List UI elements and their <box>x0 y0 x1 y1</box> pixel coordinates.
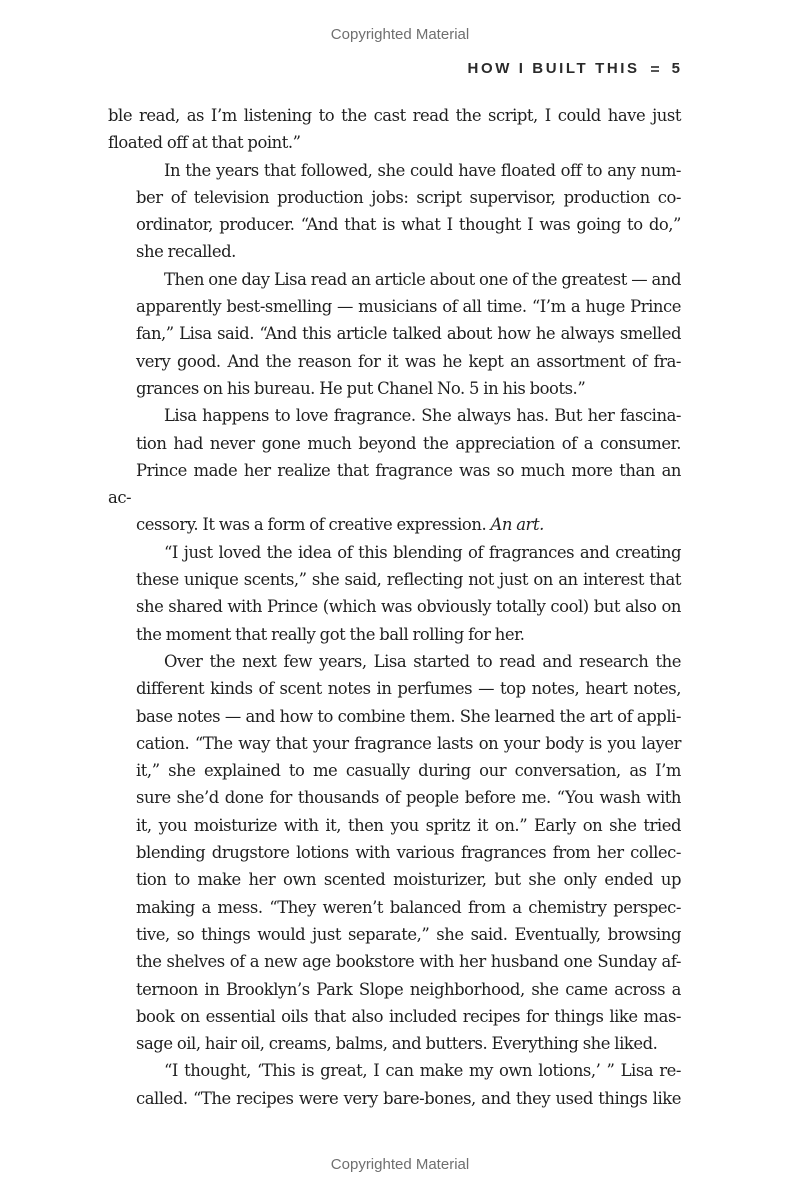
text-line: she recalled. <box>136 242 236 262</box>
text-line: sure she’d done for thousands of people before me. “You wash with <box>136 788 681 808</box>
text-line: Prince made her realize that fragrance was so much more than an ac- <box>108 460 681 508</box>
text-line: apparently best-smelling — musicians of all time. “I’m a huge Prince <box>136 297 681 317</box>
text-line: In the years that followed, she could have floated off to any num- <box>164 160 681 180</box>
text-line: blending drugstore lotions with various fragrances from her collec- <box>136 843 681 863</box>
paragraph <box>108 1057 681 1112</box>
text-line: making a mess. “They weren’t balanced from a chemistry perspec- <box>136 897 681 917</box>
text-line: tion to make her own scented moisturizer, but she only ended up <box>136 870 681 890</box>
watermark-bottom: Copyrighted Material <box>330 1156 470 1173</box>
paragraph <box>108 266 681 402</box>
text-line: ber of television production jobs: script supervisor, production co- <box>136 187 681 207</box>
text-line: fan,” Lisa said. “And this article talked about how he always smelled <box>136 324 681 344</box>
page-number: 5 <box>671 60 680 77</box>
text-line: “I thought, ‘This is great, I can make my own lotions,’ ” Lisa re- <box>164 1061 681 1081</box>
text-line: different kinds of scent notes in perfumes — top notes, heart notes, <box>136 679 681 699</box>
italic-emphasis: An art. <box>490 515 544 535</box>
text-line: ordinator, producer. “And that is what I thought I was going to do,” <box>136 215 681 235</box>
paragraph <box>108 157 681 266</box>
text-line: Over the next few years, Lisa started to read and research the <box>164 651 681 671</box>
text-line: tive, so things would just separate,” she said. Eventually, browsing <box>136 924 681 944</box>
text-line <box>108 511 681 538</box>
text-line: tion had never gone much beyond the appreciation of a consumer. <box>136 433 681 453</box>
paragraph <box>108 539 681 648</box>
text-line: “I just loved the idea of this blending of fragrances and creating <box>164 542 681 562</box>
text-line: the shelves of a new age bookstore with her husband one Sunday af- <box>136 952 681 972</box>
paragraph <box>108 402 681 538</box>
text-line: grances on his bureau. He put Chanel No. 5 in his boots.” <box>136 378 586 398</box>
text-line: sage oil, hair oil, creams, balms, and butters. Everything she liked. <box>136 1034 658 1054</box>
text-line: Then one day Lisa read an article about one of the greatest — and <box>164 269 681 289</box>
separator-icon <box>651 66 659 72</box>
text-line: book on essential oils that also included recipes for things like mas- <box>136 1006 681 1026</box>
text-line: she shared with Prince (which was obviously totally cool) but also on <box>136 597 681 617</box>
paragraph <box>108 102 681 157</box>
text-line: called. “The recipes were very bare-bones, and they used things like <box>136 1088 681 1108</box>
running-head <box>468 60 680 77</box>
body-text <box>108 102 681 1112</box>
text-line: base notes — and how to combine them. She learned the art of appli- <box>136 706 681 726</box>
text-line: these unique scents,” she said, reflecting not just on an interest that <box>136 570 681 590</box>
text-line: floated off at that point.” <box>108 133 301 153</box>
paragraph <box>108 648 681 1057</box>
text-line: ternoon in Brooklyn’s Park Slope neighborhood, she came across a <box>136 979 681 999</box>
text-line: ble read, as I’m listening to the cast read the script, I could have just <box>108 106 681 125</box>
text-line: it,” she explained to me casually during our conversation, as I’m <box>136 761 681 781</box>
text-fragment: cessory. It was a form of creative expression. <box>136 515 487 535</box>
text-line: very good. And the reason for it was he kept an assortment of fra- <box>136 351 681 371</box>
text-line: cation. “The way that your fragrance lasts on your body is you layer <box>136 733 681 753</box>
text-line: Lisa happens to love fragrance. She always has. But her fascina- <box>164 406 681 426</box>
watermark-top: Copyrighted Material <box>330 26 470 43</box>
text-line: it, you moisturize with it, then you spritz it on.” Early on she tried <box>136 815 681 835</box>
running-title: HOW I BUILT THIS <box>467 60 640 77</box>
text-line: the moment that really got the ball rolling for her. <box>136 624 525 644</box>
